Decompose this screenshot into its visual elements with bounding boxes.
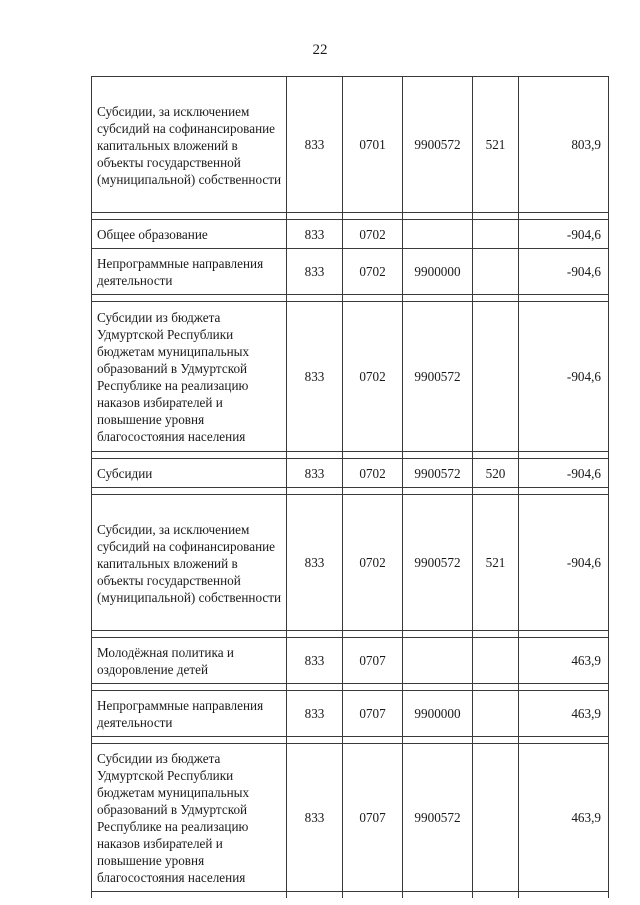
row-rzpr: 0702	[343, 302, 403, 452]
row-sum: 463,9	[519, 691, 609, 737]
row-rzpr: 0707	[343, 691, 403, 737]
row-rzpr: 0707	[343, 744, 403, 892]
row-csr: 9900000	[403, 691, 473, 737]
row-rzpr: 0701	[343, 77, 403, 213]
row-name: Субсидии	[92, 459, 287, 488]
row-ved: 833	[287, 220, 343, 249]
table-row	[92, 744, 609, 892]
table-row	[92, 249, 609, 295]
row-ved: 833	[287, 744, 343, 892]
row-csr: 9900572	[403, 744, 473, 892]
row-csr: 9900572	[403, 459, 473, 488]
row-csr: 9900572	[403, 495, 473, 631]
row-csr: 9900572	[403, 77, 473, 213]
table-row	[92, 77, 609, 213]
row-csr	[403, 638, 473, 684]
row-rzpr: 0702	[343, 220, 403, 249]
row-ved: 833	[287, 249, 343, 295]
row-rzpr: 0702	[343, 249, 403, 295]
row-ved: 833	[287, 638, 343, 684]
row-vr: 521	[473, 77, 519, 213]
row-name: Субсидии, за исключением субсидий на софинансирование капитальных вложений в объекты государственной (муниципальной) собственности	[92, 77, 287, 213]
row-vr	[473, 744, 519, 892]
row-sum: -904,6	[519, 220, 609, 249]
row-sum: -904,6	[519, 302, 609, 452]
row-sum: 463,9	[519, 744, 609, 892]
table-row	[92, 691, 609, 737]
row-name: Общее образование	[92, 220, 287, 249]
table-row	[92, 459, 609, 488]
row-sum: -904,6	[519, 459, 609, 488]
table-row	[92, 495, 609, 631]
row-sum: -904,6	[519, 249, 609, 295]
table-row	[92, 220, 609, 249]
row-rzpr: 0707	[343, 638, 403, 684]
row-ved: 833	[287, 691, 343, 737]
row-vr	[473, 249, 519, 295]
row-sum: 463,9	[519, 638, 609, 684]
row-sum: -904,6	[519, 495, 609, 631]
row-csr	[403, 220, 473, 249]
row-csr: 9900000	[403, 249, 473, 295]
row-ved: 833	[287, 495, 343, 631]
row-ved: 833	[287, 77, 343, 213]
row-vr	[473, 220, 519, 249]
row-ved: 833	[287, 459, 343, 488]
row-name: Субсидии, за исключением субсидий на софинансирование капитальных вложений в объекты государственной (муниципальной) собственности	[92, 495, 287, 631]
row-vr	[473, 638, 519, 684]
row-csr: 9900572	[403, 302, 473, 452]
page-number: 22	[312, 42, 328, 58]
row-rzpr: 0702	[343, 495, 403, 631]
row-rzpr: 0702	[343, 459, 403, 488]
row-vr	[473, 691, 519, 737]
row-name: Непрограммные направления деятельности	[92, 249, 287, 295]
row-name: Субсидии из бюджета Удмуртской Республики бюджетам муниципальных образований в Удмуртской Республике на реализацию наказов избирателей и повышение уровня благосостояния населения	[92, 744, 287, 892]
row-sum: 803,9	[519, 77, 609, 213]
row-ved: 833	[287, 302, 343, 452]
row-vr: 520	[473, 459, 519, 488]
row-vr: 521	[473, 495, 519, 631]
row-name: Непрограммные направления деятельности	[92, 691, 287, 737]
budget-table	[91, 76, 609, 898]
table-row	[92, 638, 609, 684]
row-name: Молодёжная политика и оздоровление детей	[92, 638, 287, 684]
table-row	[92, 302, 609, 452]
row-vr	[473, 302, 519, 452]
row-name: Субсидии из бюджета Удмуртской Республики бюджетам муниципальных образований в Удмуртской Республике на реализацию наказов избирателей и повышение уровня благосостояния населения	[92, 302, 287, 452]
